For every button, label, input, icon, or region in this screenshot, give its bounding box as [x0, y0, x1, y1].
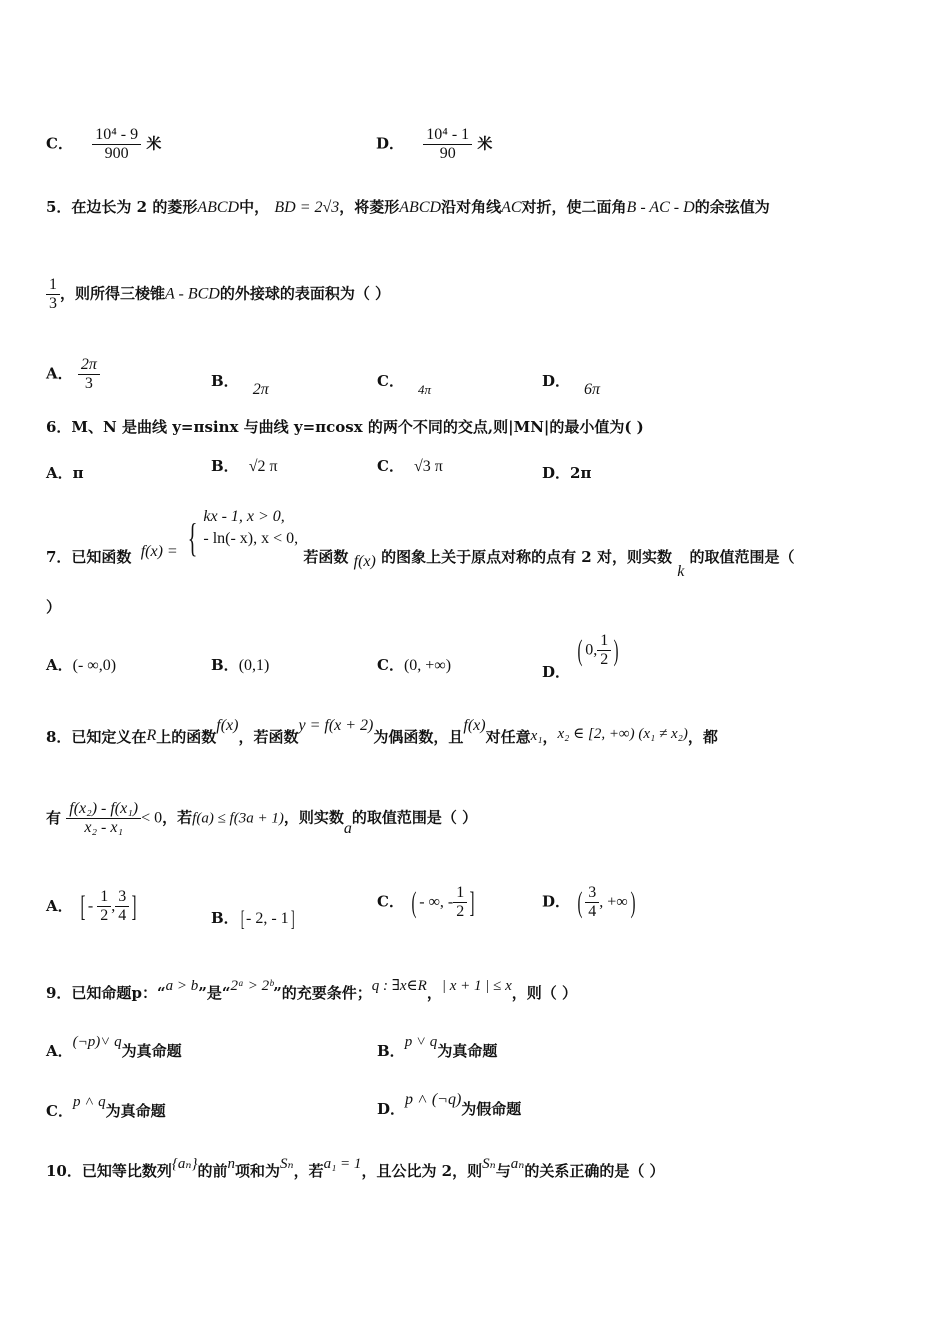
q4-option-d[interactable]: D． $\frac{\text{10⁴ - 1}}{90}$ 米 [376, 126, 493, 162]
q7-option-b[interactable]: B．(0,1) [211, 656, 270, 674]
q5-a-fraction: $\frac{2\pi}{3}$ [78, 356, 100, 393]
q9-option-a[interactable]: A．(¬p)˅ q为真命题 [46, 1034, 182, 1060]
q5-option-b[interactable]: B． 2π [211, 372, 269, 398]
q5-stem-line1: 5．在边长为 2 的菱形ABCD中， BD = 2√3，将菱形ABCD沿对角线AC对折，使二面角B - AC - D的余弦值为 [46, 198, 770, 216]
q8-a-frac2: $\frac{3}{4}$ [115, 888, 129, 925]
q9-stem: 9．已知命题p：“a > b”是“2ᵃ > 2ᵇ”的充要条件；q : ∃x∈R，| x + 1 | ≤ x，则（ ） [46, 978, 577, 1002]
q4-c-fraction: $\frac{\text{10⁴ - 9}}{900}$ [92, 126, 141, 163]
q5-option-d[interactable]: D． 6π [542, 372, 601, 398]
q7-stem-line2: ） [46, 598, 62, 616]
q8-stem-line2: 有 $\frac{\text{f(x₂) - f(x₁)}}{\text{x₂ - x₁}}$ < 0，若f(a) ≤ f(3a + 1)，则实数a的取值范围是（ ） [46, 800, 478, 837]
q5-stem-line2: $\frac{1}{3}$ ，则所得三棱锥A - BCD的外接球的表面积为（ ） [46, 276, 390, 313]
q8-difference-quotient: $\frac{\text{f(x₂) - f(x₁)}}{\text{x₂ - x₁}}$ [66, 800, 141, 837]
q4-option-c[interactable]: C． $\frac{\text{10⁴ - 9}}{900}$ 米 [46, 126, 162, 162]
q7-option-c[interactable]: C．(0, +∞) [377, 656, 452, 674]
q8-a-frac1: $\frac{1}{2}$ [97, 888, 111, 925]
q5-option-c[interactable]: C． 4π [377, 372, 431, 397]
q9-option-d[interactable]: D．p ˄ (¬q)为假命题 [377, 1091, 522, 1118]
q7-d-fraction: $\frac{1}{2}$ [597, 632, 611, 669]
q8-option-a[interactable]: A． [ - $\frac{1}{2}$ , $\frac{3}{4}$ ] [46, 888, 137, 924]
q4-d-fraction: $\frac{\text{10⁴ - 1}}{90}$ [423, 126, 472, 163]
q6-stem: 6．M、N 是曲线 y=πsinx 与曲线 y=πcosx 的两个不同的交点,则|MN|的最小值为( ) [46, 418, 644, 436]
q6-option-d[interactable]: D．2π [542, 464, 592, 482]
q8-option-b[interactable]: B．[ - 2, - 1] [211, 906, 295, 931]
q8-option-d[interactable]: D． ( $\frac{3}{4}$ , +∞) [542, 884, 636, 920]
q7-piecewise: kx - 1, x > 0, - ln(- x), x < 0, [203, 508, 299, 547]
q5-option-a[interactable]: A． $\frac{2\pi}{3}$ [46, 356, 100, 393]
q6-option-c[interactable]: C． √3 π [377, 457, 443, 475]
q9-option-c[interactable]: C．p ˄ q为真命题 [46, 1094, 166, 1120]
q7-option-d[interactable]: D． ( 0, $\frac{1}{2}$ ) [542, 632, 619, 681]
q5-cos-fraction: $\frac{1}{3}$ [46, 276, 60, 313]
q9-option-b[interactable]: B．p ˅ q为真命题 [377, 1034, 498, 1060]
q7-option-a[interactable]: A．(- ∞,0) [46, 656, 117, 674]
q8-option-c[interactable]: C． ( - ∞, - $\frac{1}{2}$ ] [377, 884, 475, 920]
q7-stem-line1: 7．已知函数 f(x) = { kx - 1, x > 0, - ln(- x), x < 0, 若函数 f(x) 的图象上关于原点对称的点有 2 对，则实数 k 的取值范围是（ [46, 508, 795, 580]
q8-d-fraction: $\frac{3}{4}$ [585, 884, 599, 921]
q8-c-fraction: $\frac{1}{2}$ [453, 884, 467, 921]
q6-option-b[interactable]: B． √2 π [211, 457, 278, 475]
q6-option-a[interactable]: A．π [46, 464, 84, 482]
q7-brace: { [187, 515, 198, 560]
q10-stem: 10．已知等比数列{aₙ}的前n项和为Sₙ，若a₁ = 1，且公比为 2，则Sₙ与aₙ的关系正确的是（ ） [46, 1156, 665, 1180]
q8-stem-line1: 8．已知定义在R上的函数f(x)，若函数y = f(x + 2)为偶函数，且f(x)对任意x₁，x₂ ∈ [2, +∞) (x₁ ≠ x₂)，都 [46, 717, 718, 746]
